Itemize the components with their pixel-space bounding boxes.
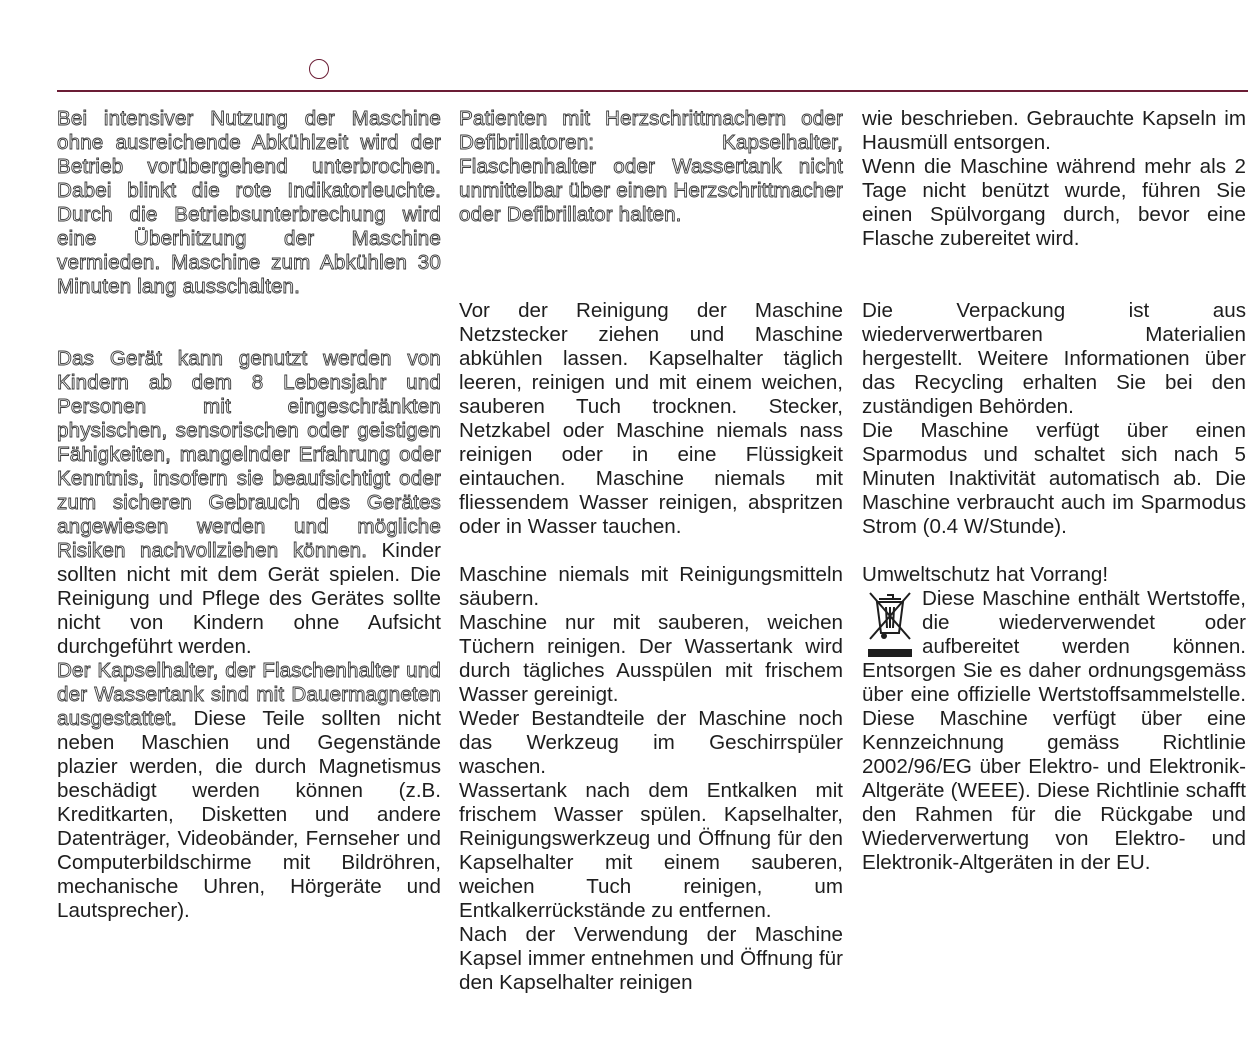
magnets-paragraph: Der Kapselhalter, der Flaschenhalter und der Wassertank sind mit Dauermagneten ausgestattet. Diese Teile sollten nicht neben Maschien und Gegenstände plazier werden, die durch Magnetismus beschädigt werden können (z.B. Kreditkarten, Disketten und andere Datenträger, Videobänder, Fernseher und Computerbildschirme mit Bildröhren, mechanische Uhren, Hörgeräte und Lautsprecher).	[57, 659, 441, 922]
soft-cloth-paragraph: Maschine nur mit sauberen, weichen Tüchern reinigen. Der Wassertank wird durch tägliches Ausspülen mit frischem Wasser gereinigt.	[459, 611, 843, 706]
column-3	[862, 107, 1246, 875]
cleaning-paragraph: Vor der Reinigung der Maschine Netzstecker ziehen und Maschine abkühlen lassen. Kapselhalter täglich leeren, reinigen und mit einem weichen, sauberen Tuch trocknen. Stecker, Netzkabel oder Maschine niemals nass reinigen oder in eine Flüssigkeit eintauchen. Maschine niemals mit fliessendem Wasser reinigen, abspritzen oder in Wasser tauchen.	[459, 299, 843, 538]
environment-heading: Umweltschutz hat Vorrang!	[862, 563, 1109, 586]
descaling-paragraph: Wassertank nach dem Entkalken mit frischem Wasser spülen. Kapselhalter, Reinigungswerkzeug und Öffnung für den Kapselhalter mit einem sauberen, weichen Tuch reinigen, um Entkalkerrückstände zu entfernen.	[459, 779, 843, 922]
pacemaker-paragraph: Patienten mit Herzschrittmachern oder Defibrillatoren: Kapselhalter, Flaschenhalter oder Wassertank nicht unmittelbar über einen Herzschrittmacher oder Defibrillator halten.	[459, 107, 843, 226]
capsule-disposal-paragraph: wie beschrieben. Gebrauchte Kapseln im Hausmüll entsorgen.	[862, 107, 1246, 154]
column-1	[57, 107, 441, 923]
header-rule	[57, 90, 1248, 92]
dishwasher-paragraph: Weder Bestandteile der Maschine noch das Werkzeug im Geschirrspüler waschen.	[459, 707, 843, 778]
eco-mode-paragraph: Die Maschine verfügt über einen Sparmodus und schaltet sich nach 5 Minuten Inaktivität automatisch ab. Die Maschine verbraucht auch im Sparmodus Strom (0.4 W/Stunde).	[862, 419, 1246, 538]
children-safety-paragraph: Das Gerät kann genutzt werden von Kindern ab dem 8 Lebensjahr und Personen mit eingeschränkten physischen, sensorischen oder geistigen Fähigkeiten, mangelnder Erfahrung oder Kenntnis, insofern sie beaufsichtigt oder zum sicheren Gebrauch des Gerätes angewiesen werden und mögliche Risiken nachvollziehen können. Kinder sollten nicht mit dem Gerät spielen. Die Reinigung und Pflege des Gerätes sollte nicht von Kindern ohne Aufsicht durchgeführt werden.	[57, 347, 441, 658]
column-2	[459, 107, 843, 995]
crossed-out-bin-icon	[862, 587, 918, 659]
capsule-removal-paragraph: Nach der Verwendung der Maschine Kapsel immer entnehmen und Öffnung für den Kapselhalter reinigen	[459, 923, 843, 994]
packaging-paragraph: Die Verpackung ist aus wiederverwertbaren Materialien hergestellt. Weitere Informationen über das Recycling erhalten Sie bei den zuständigen Behörden.	[862, 299, 1246, 418]
weee-paragraph: Diese Maschine enthält Wertstoffe, die wiederverwendet oder aufbereitet werden können. Entsorgen Sie es daher ordnungsgemäss über eine offizielle Wertstoffsammelstelle. Diese Maschine verfügt über eine Kennzeichnung gemäss Richtlinie 2002/96/EG über Elektro- und Elektronik-Altgeräte (WEEE). Diese Richtlinie schafft den Rahmen für die Rückgabe und Wiederverwertung von Elektro- und Elektronik-Altgeräten in der EU.	[862, 587, 1246, 874]
rinse-paragraph: Wenn die Maschine während mehr als 2 Tage nicht benützt wurde, führen Sie einen Spülvorgang durch, bevor eine Flasche zubereitet wird.	[862, 155, 1246, 250]
circle-marker-icon	[309, 59, 329, 79]
detergent-paragraph: Maschine niemals mit Reinigungsmitteln säubern.	[459, 563, 843, 610]
cooling-paragraph: Bei intensiver Nutzung der Maschine ohne ausreichende Abkühlzeit wird der Betrieb vorübergehend unterbrochen. Dabei blinkt die rote Indikatorleuchte. Durch die Betriebsunterbrechung wird eine Überhitzung der Maschine vermieden. Maschine zum Abkühlen 30 Minuten lang ausschalten.	[57, 107, 441, 298]
